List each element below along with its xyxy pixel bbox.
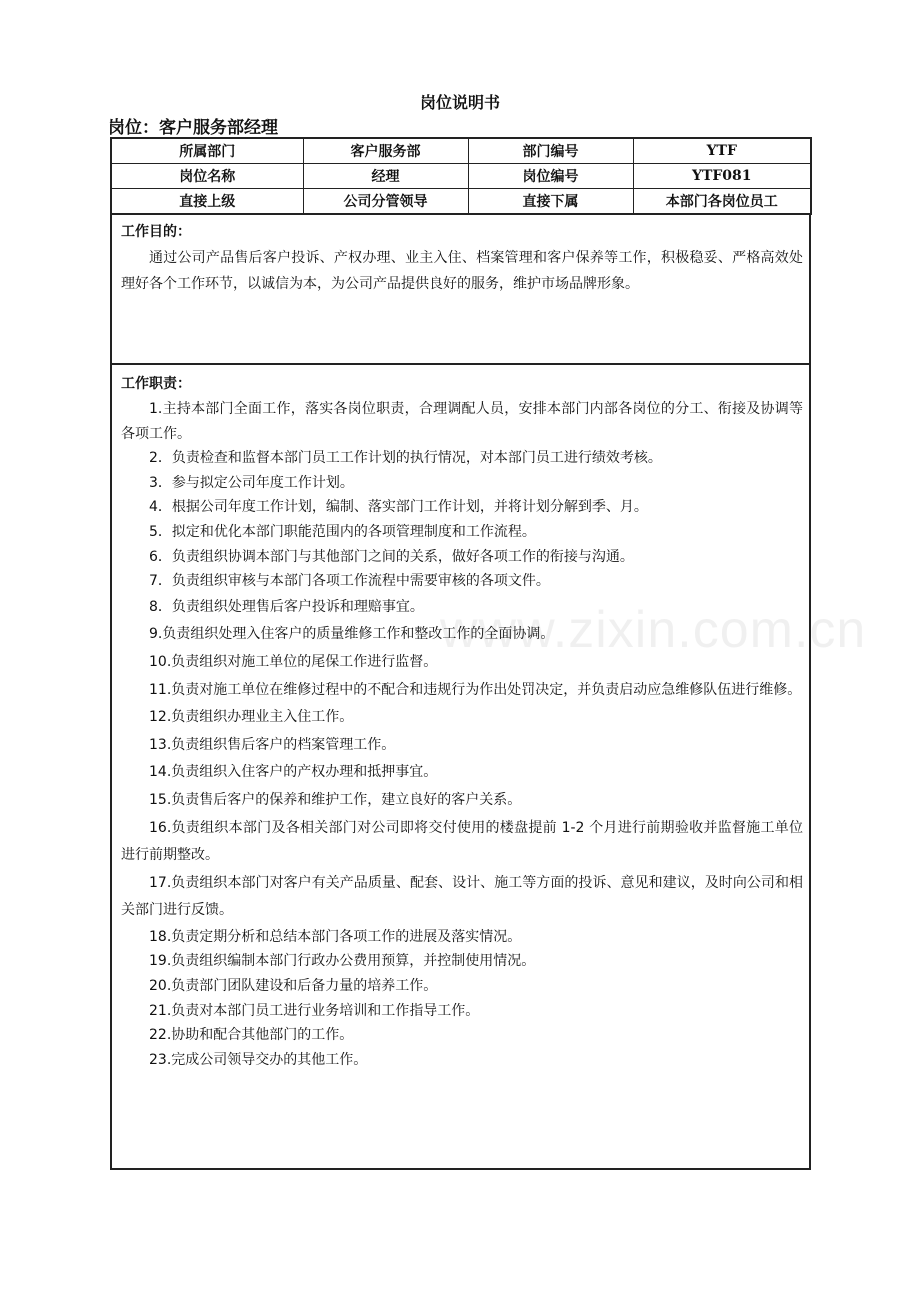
table-cell-value: YTF081 — [633, 164, 811, 189]
list-item: 15.负责售后客户的保养和维护工作，建立良好的客户关系。 — [149, 791, 522, 808]
list-item: 23.完成公司领导交办的其他工作。 — [149, 1051, 368, 1068]
duties-list — [121, 397, 803, 1072]
table-cell-value: 经理 — [303, 164, 468, 189]
list-item: 4．根据公司年度工作计划，编制、落实部门工作计划，并将计划分解到季、月。 — [149, 499, 648, 516]
table-cell-value: 公司分管领导 — [303, 189, 468, 215]
list-item: 14.负责组织入住客户的产权办理和抵押事宜。 — [149, 764, 438, 781]
list-item: 18.负责定期分析和总结本部门各项工作的进展及落实情况。 — [149, 928, 522, 945]
document-title: 岗位说明书 — [419, 93, 500, 112]
table-cell-value: YTF — [633, 138, 811, 164]
purpose-section — [110, 213, 811, 365]
list-item: 20.负责部门团队建设和后备力量的培养工作。 — [149, 978, 438, 995]
list-item: 9.负责组织处理入住客户的质量维修工作和整改工作的全面协调。 — [149, 626, 555, 643]
list-item: 7．负责组织审核与本部门各项工作流程中需要审核的各项文件。 — [149, 573, 550, 590]
table-cell-label: 岗位名称 — [111, 164, 303, 189]
list-item: 3．参与拟定公司年度工作计划。 — [149, 474, 354, 491]
table-row — [111, 189, 811, 215]
list-item: 13.负责组织售后客户的档案管理工作。 — [149, 736, 396, 753]
list-item: 8．负责组织处理售后客户投诉和理赔事宜。 — [149, 598, 424, 615]
duties-label: 工作职责： — [121, 376, 191, 392]
list-item: 17.负责组织本部门对客户有关产品质量、配套、设计、施工等方面的投诉、意见和建议，及时向公司和相关部门进行反馈。 — [121, 874, 803, 919]
list-item: 22.协助和配合其他部门的工作。 — [149, 1027, 354, 1044]
table-cell-label: 所属部门 — [111, 138, 303, 164]
list-item: 6．负责组织协调本部门与其他部门之间的关系，做好各项工作的衔接与沟通。 — [149, 548, 634, 565]
table-cell-label: 部门编号 — [468, 138, 633, 164]
duties-section — [110, 363, 811, 1170]
table-row — [111, 164, 811, 189]
purpose-label: 工作目的： — [121, 224, 191, 240]
list-item: 19.负责组织编制本部门行政办公费用预算，并控制使用情况。 — [149, 953, 536, 970]
list-item: 10.负责组织对施工单位的尾保工作进行监督。 — [149, 653, 438, 670]
table-row — [111, 138, 811, 164]
list-item: 2．负责检查和监督本部门员工工作计划的执行情况，对本部门员工进行绩效考核。 — [149, 450, 662, 467]
watermark: www.zixin.com.cn — [440, 601, 867, 659]
job-info-table — [110, 137, 812, 215]
table-cell-value: 客户服务部 — [303, 138, 468, 164]
list-item: 21.负责对本部门员工进行业务培训和工作指导工作。 — [149, 1002, 480, 1019]
table-cell-label: 直接下属 — [468, 189, 633, 215]
table-cell-label: 岗位编号 — [468, 164, 633, 189]
list-item: 16.负责组织本部门及各相关部门对公司即将交付使用的楼盘提前 1-2 个月进行前期验收并监督施工单位进行前期整改。 — [121, 819, 803, 864]
list-item: 12.负责组织办理业主入住工作。 — [149, 709, 354, 726]
position-heading: 岗位：客户服务部经理 — [108, 118, 278, 138]
table-cell-value: 本部门各岗位员工 — [633, 189, 811, 215]
list-item: 11.负责对施工单位在维修过程中的不配合和违规行为作出处罚决定，并负责启动应急维修队伍进行维修。 — [149, 681, 802, 698]
list-item: 5．拟定和优化本部门职能范围内的各项管理制度和工作流程。 — [149, 523, 536, 540]
table-cell-label: 直接上级 — [111, 189, 303, 215]
purpose-text: 通过公司产品售后客户投诉、产权办理、业主入住、档案管理和客户保养等工作，积极稳妥、严格高效处理好各个工作环节，以诚信为本，为公司产品提供良好的服务，维护市场品牌形象。 — [121, 250, 803, 292]
list-item: 1.主持本部门全面工作，落实各岗位职责，合理调配人员，安排本部门内部各岗位的分工、衔接及协调等各项工作。 — [121, 401, 803, 442]
